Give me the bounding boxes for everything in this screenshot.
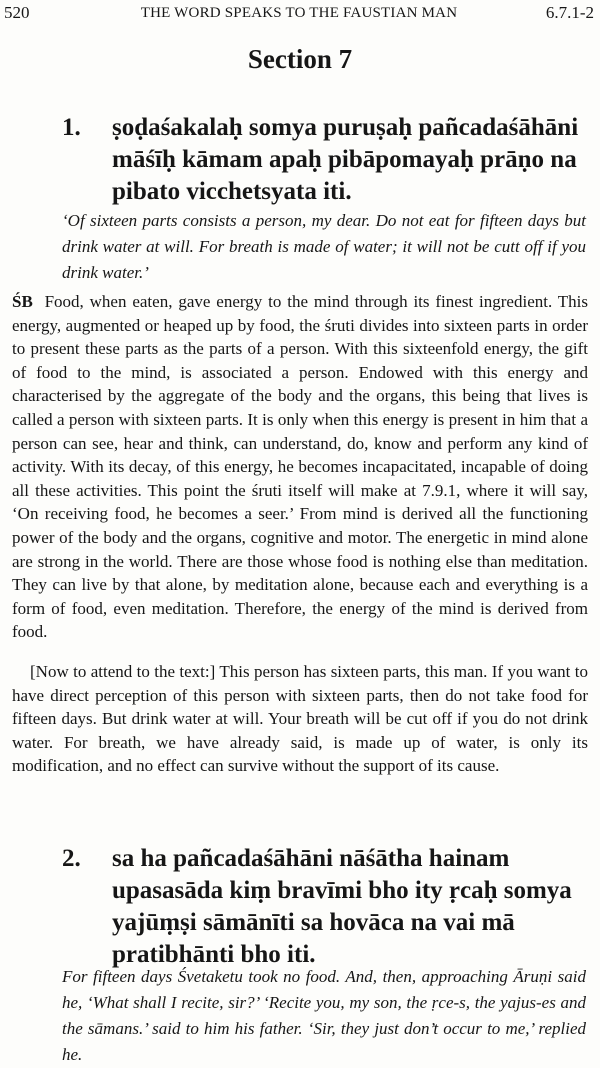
verse-2-text: sa ha pañcadaśāhāni nāśātha hainam upasasāda kiṃ bravīmi bho ity ṛcaḥ somya yajūṃṣi sāmānīti sa hovāca na vai mā pratibhānti bho iti. <box>112 845 572 968</box>
page-number: 520 <box>4 3 30 22</box>
running-head <box>4 2 594 24</box>
verse-1-number: 1. <box>62 114 81 141</box>
commentary-paragraph-2: [Now to attend to the text:] This person has sixteen parts, this man. If you want to have direct perception of this person with sixteen parts, then do not take food for fifteen days. But drink water at will. Your breath will be cut off if you do not drink water. For breath, we have already said, is made up of water, is only its modification, and no effect can survive without the support of its cause. <box>12 662 588 776</box>
verse-1-translation: ‘Of sixteen parts consists a person, my dear. Do not eat for fifteen days but drink water at will. For breath is made of water; it will not be cutt off if you drink water.’ <box>62 211 586 282</box>
commentary-text-1: Food, when eaten, gave energy to the mind through its finest ingredient. This energy, augmented or heaped up by food, the śruti divides into sixteen parts in order to present these parts as the parts of a person. With this sixteenfold energy, the gift of food to the mind, is associated a person. Endowed with this energy and characterised by the aggregate of the body and the organs, this being that lives is called a person with sixteen parts. It is only when this energy is present in him that a person can see, hear and think, can understand, do, know and perform any kind of activity. With its decay, of this energy, he becomes incapacitated, incapable of doing all these activities. This point the śruti itself will make at 7.9.1, where it will say, ‘On receiving food, he becomes a seer.’ From mind is derived all the functioning power of the body and the organs, cognitive and motor. The energetic in mind alone are strong in the world. There are those whose food is nothing else than meditation. They can live by that alone, by meditation alone, because each and everything is a form of food, even meditation. Therefore, the energy of the mind is derived from food. <box>12 292 589 642</box>
commentary-paragraph-1 <box>12 290 588 644</box>
commentary-label: ŚB <box>12 292 33 311</box>
section-title: Section 7 <box>247 44 353 74</box>
verse-2-translation: For fifteen days Śvetaketu took no food. And, then, approaching Āruṇi said he, ‘What shall I recite, sir?’ ‘Recite you, my son, the ṛce-s, the yajus-es and the sāmans.’ said to him his father. ‘Sir, they just don’t occur to me,’ replied he. <box>62 967 586 1064</box>
running-head-title: THE WORD SPEAKS TO THE FAUSTIAN MAN <box>140 5 458 21</box>
verse-2-number: 2. <box>62 845 81 872</box>
verse-1-text: ṣoḍaśakalaḥ somya puruṣaḥ pañcadaśāhāni māśīḥ kāmam apaḥ pibāpomayaḥ prāṇo na pibato vicchetsyata iti. <box>112 114 579 205</box>
running-head-reference: 6.7.1-2 <box>545 3 594 22</box>
